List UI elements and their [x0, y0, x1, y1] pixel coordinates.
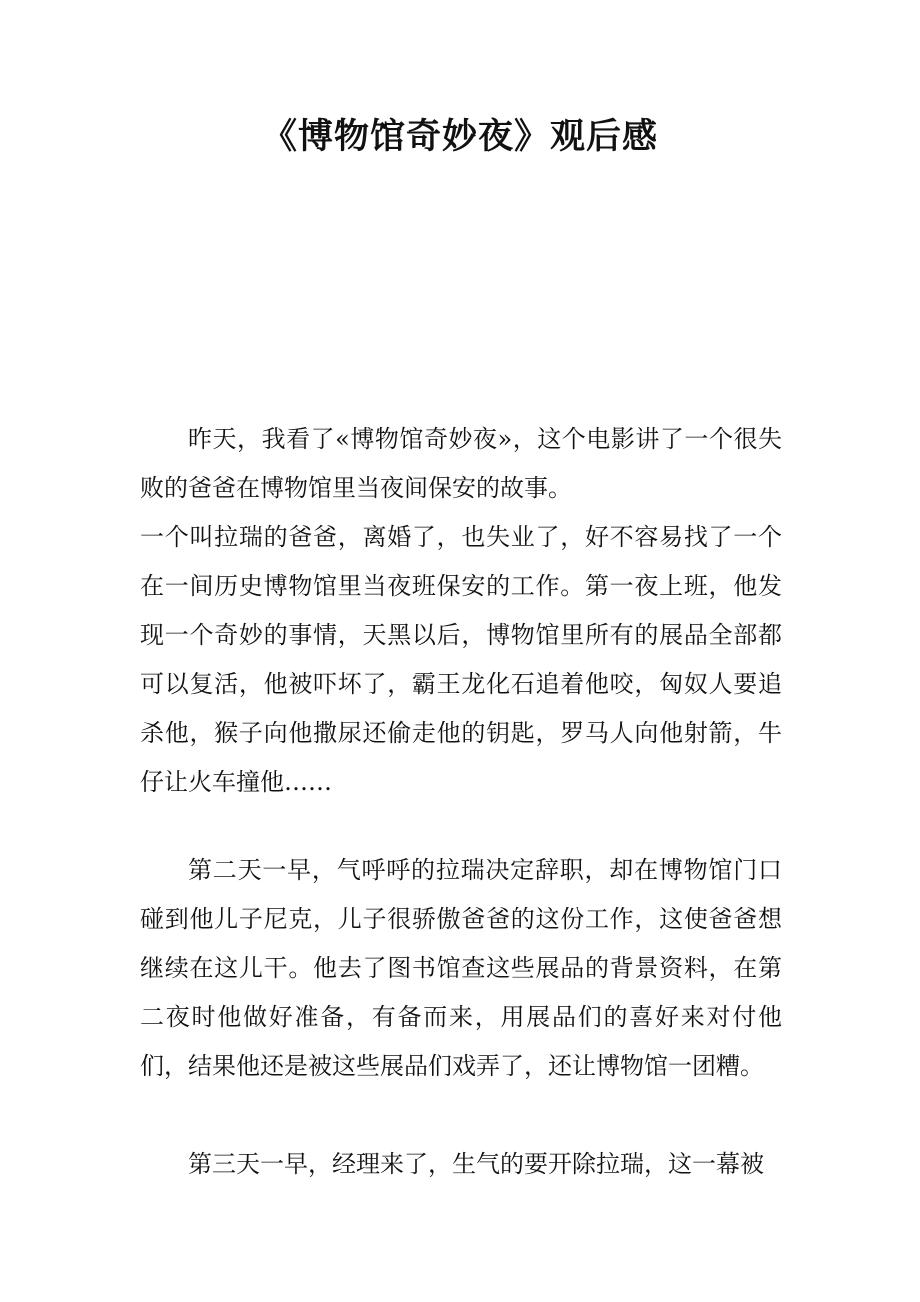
paragraph-1: 昨天，我看了«博物馆奇妙夜»，这个电影讲了一个很失败的爸爸在博物馆里当夜间保安的故事。: [140, 425, 782, 502]
document-title: 《博物馆奇妙夜》观后感: [261, 116, 658, 157]
paragraph-3: 第二天一早，气呼呼的拉瑞决定辞职，却在博物馆门口碰到他儿子尼克，儿子很骄傲爸爸的这份工作，这使爸爸想继续在这儿干。他去了图书馆查这些展品的背景资料，在第二夜时他做好准备，有备而来，用展品们的喜好来对付他们，结果他还是被这些展品们戏弄了，还让博物馆一团糟。: [140, 856, 782, 1080]
paragraph-4: 第三天一早，经理来了，生气的要开除拉瑞，这一幕被: [188, 1150, 764, 1178]
paragraph-2: 一个叫拉瑞的爸爸，离婚了，也失业了，好不容易找了一个在一间历史博物馆里当夜班保安的工作。第一夜上班，他发现一个奇妙的事情，天黑以后，博物馆里所有的展品全部都可以复活，他被吓坏了，霸王龙化石追着他咬，匈奴人要追杀他，猴子向他撒尿还偷走他的钥匙，罗马人向他射箭，牛仔让火车撞他……: [140, 523, 782, 796]
